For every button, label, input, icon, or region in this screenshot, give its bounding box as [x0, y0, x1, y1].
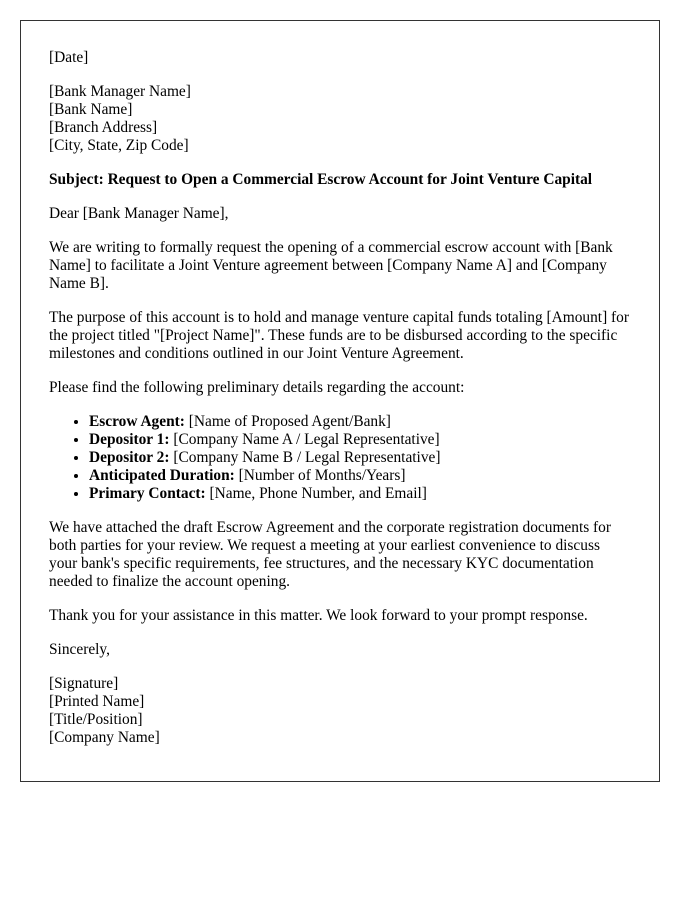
detail-value: [Company Name B / Legal Representative] [169, 449, 441, 466]
signature-line: [Title/Position] [49, 711, 143, 728]
body-paragraph: Thank you for your assistance in this matter. We look forward to your prompt response. [49, 607, 588, 624]
body-paragraph: Please find the following preliminary details regarding the account: [49, 379, 465, 396]
detail-item [89, 413, 631, 431]
recipient-line: [Bank Manager Name] [49, 83, 191, 100]
recipient-line: [Bank Name] [49, 101, 133, 118]
detail-label: Anticipated Duration: [89, 467, 235, 484]
detail-item [89, 449, 631, 467]
detail-value: [Number of Months/Years] [234, 467, 406, 484]
signature-block [49, 675, 631, 747]
detail-item [89, 467, 631, 485]
detail-value: [Company Name A / Legal Representative] [169, 431, 440, 448]
recipient-address [49, 83, 631, 155]
detail-value: [Name, Phone Number, and Email] [205, 485, 427, 502]
detail-item [89, 431, 631, 449]
letter-subject: Subject: Request to Open a Commercial Escrow Account for Joint Venture Capital [49, 171, 593, 188]
body-paragraph: We are writing to formally request the opening of a commercial escrow account with [Bank Name] to facilitate a Joint Venture agreement between [Company Name A] and [Company Name B]. [49, 239, 613, 292]
signature-line: [Company Name] [49, 729, 160, 746]
recipient-line: [Branch Address] [49, 119, 158, 136]
salutation: Dear [Bank Manager Name], [49, 205, 229, 222]
detail-label: Depositor 1: [89, 431, 170, 448]
account-details-list [49, 413, 631, 503]
letter-date: [Date] [49, 49, 89, 66]
signature-line: [Printed Name] [49, 693, 145, 710]
detail-label: Depositor 2: [89, 449, 170, 466]
body-paragraph: The purpose of this account is to hold and manage venture capital funds totaling [Amount] for the project titled "[Project Name]". These funds are to be disbursed according to the specific milestones and conditions outlined in our Joint Venture Agreement. [49, 309, 629, 362]
detail-label: Escrow Agent: [89, 413, 185, 430]
letter-page [20, 20, 660, 782]
signature-line: [Signature] [49, 675, 119, 692]
sign-off: Sincerely, [49, 641, 110, 658]
detail-value: [Name of Proposed Agent/Bank] [184, 413, 391, 430]
detail-label: Primary Contact: [89, 485, 206, 502]
recipient-line: [City, State, Zip Code] [49, 137, 189, 154]
detail-item [89, 485, 631, 503]
body-paragraph: We have attached the draft Escrow Agreement and the corporate registration documents for both parties for your review. We request a meeting at your earliest convenience to discuss your bank's specific requirements, fee structures, and the necessary KYC documentation needed to finalize the account opening. [49, 519, 611, 590]
